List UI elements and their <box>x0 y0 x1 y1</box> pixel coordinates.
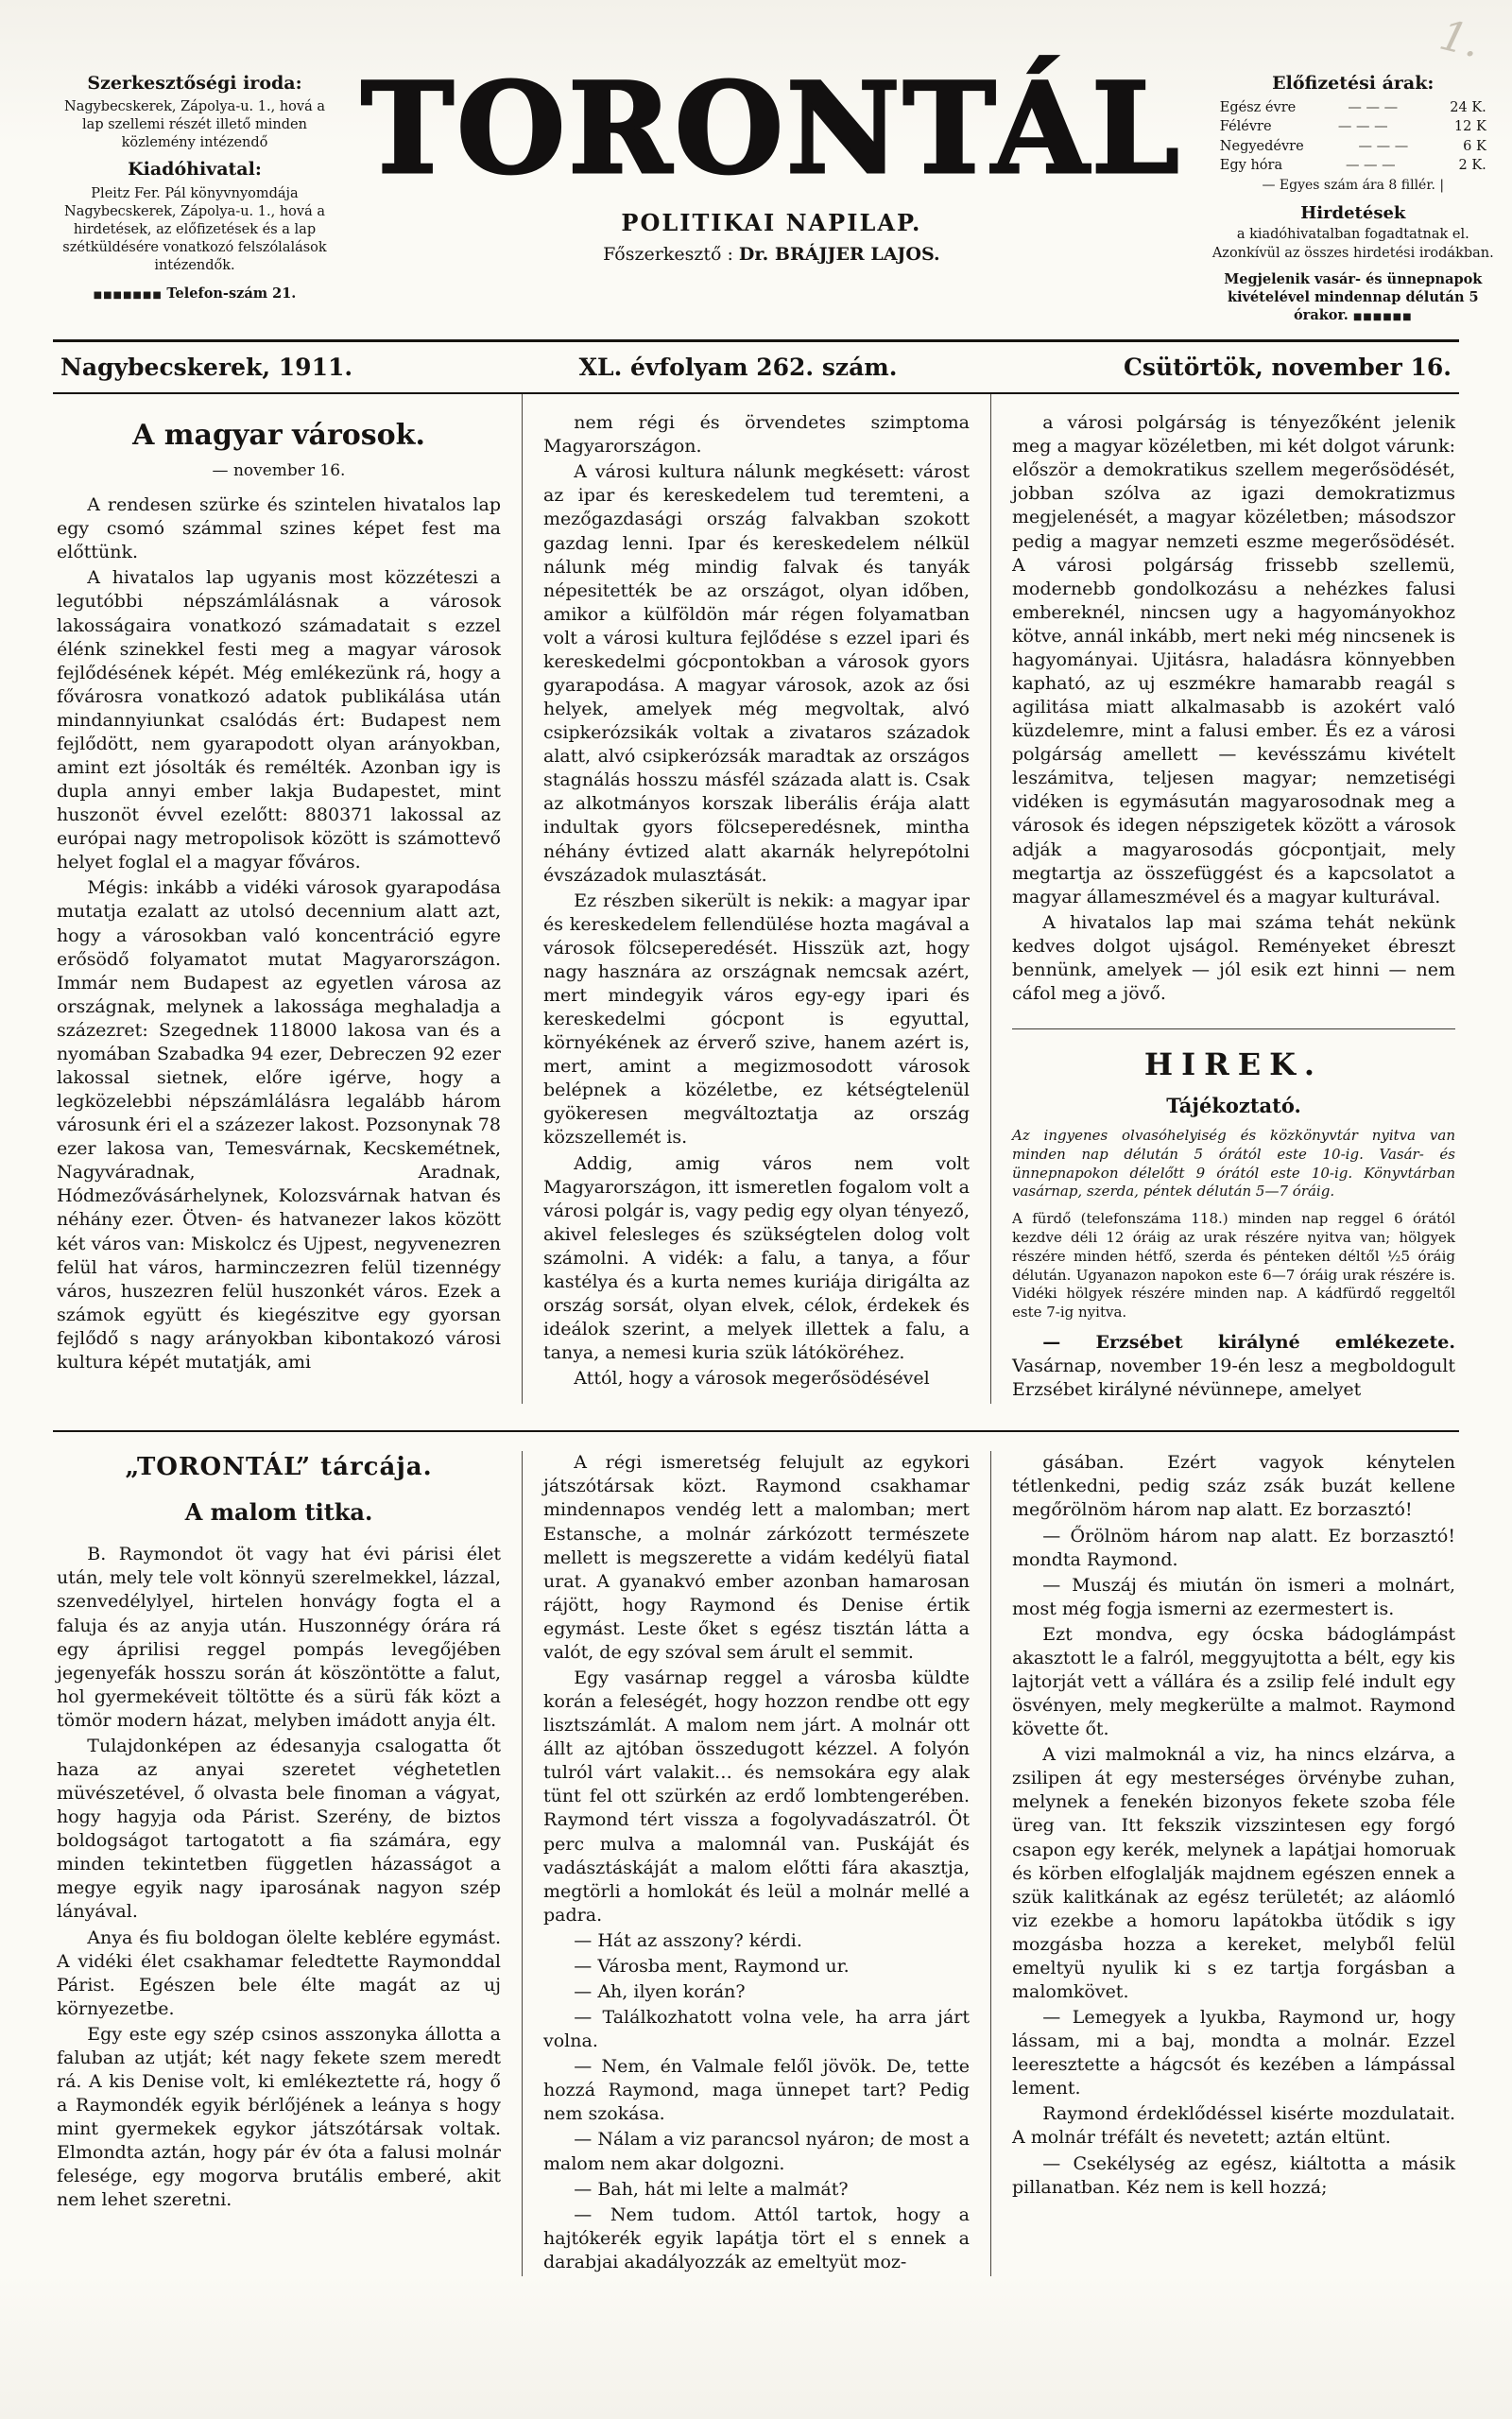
feuilleton-columns <box>53 1451 1459 2276</box>
paragraph: A hivatalos lap mai száma tehát nekünk kedves dolgot ujságol. Reményeket ébreszt bennünk, amelyek — jól esik ezt hinni — nem cáfol meg a jövő. <box>1012 911 1455 1004</box>
masthead <box>361 53 1182 265</box>
news-items <box>1012 1331 1455 1402</box>
rate-value: 12 K <box>1453 119 1486 135</box>
paragraph: Mégis: inkább a vidéki városok gyarapodása mutatja ezalatt az utolsó decennium alatt azt, hogy a városokban való koncentráció egyre erősödő folyamatot mutat Magyarországon. Immár nem Budapest az egyetlen városa az országnak, melynek a lakossága meghaladja a százezret: Szegednek 118000 lakosa van és a nyomában Szabadka 94 ezer, Debreczen 92 ezer lakossal sietnek, előre igérve, hogy a legközelebbi népszámlálásra legalább három városunk éri el a százezer lakost. Pozsonynak 78 ezer lakosa van, Temesvárnak, Kecskemétnek, Nagyváradnak, Aradnak, Hódmezővásárhelynek, Kolozsvárnak hatvan és néhány ezer. Ötven- és hatvanezer lakos között két város van: Miskolcz és Ujpest, negyvenezren felül hat város, harminczezren felül tizennégy város, huszezren felül huszonkét város. Ezek a számok együtt és kiegészitve egy gyorsan fejlődő s nagy arányokban kibontakozó városi kultura képét mutatják, ami <box>57 877 501 1373</box>
publish-text: Megjelenik vasár- és ünnepnapok kivételével mindennap délután 5 órakor. <box>1224 270 1483 323</box>
editor-line <box>361 244 1182 265</box>
paragraph: — Találkozhatott volna vele, ha arra járt volna. <box>543 2007 970 2052</box>
feuilleton-section <box>53 1430 1459 2276</box>
main-column-3 <box>990 394 1459 1404</box>
ink-marks: ■■■■■■ <box>1352 311 1413 322</box>
paragraph: — Hát az asszony? kérdi. <box>574 1929 802 1951</box>
editorial-office-box <box>53 53 336 303</box>
paragraph: — Lemegyek a lyukba, Raymond ur, hogy lássam, mi a baj, mondta a molnár. Ezzel leeresztette a hágcsót és kezében a lámpással lement. <box>1012 2007 1455 2099</box>
rate-value: 24 K. <box>1450 100 1486 116</box>
article-col3-text <box>1012 411 1455 1006</box>
article-dateline: — november 16. <box>212 461 346 481</box>
feuilleton-column-1 <box>53 1451 522 2276</box>
main-column-1 <box>53 394 522 1404</box>
paragraph: Addig, amig város nem volt Magyarországon, itt ismeretlen fogalom volt a városi polgár is, vagy pedig egy olyan tényező, akivel felesleges és szükségtelen dolog volt számolni. A vidék: a falu, a tanya, a főur kastélya és a kurta nemes kuriája dirigálta az ország sorsát, olyan elvek, célok, érdekek és ideálok szerint, a melyek illettek a falu, a tanya, a nemesi kuria szük látóköréhez. <box>543 1152 970 1364</box>
dateline-place: Nagybecskerek, 1911. <box>60 354 353 382</box>
news-item <box>1012 1331 1455 1402</box>
feuilleton-title: A malom titka. <box>184 1498 373 1527</box>
paragraph: Attól, hogy a városok megerősödésével <box>574 1368 930 1390</box>
publish-info <box>1207 270 1500 324</box>
single-issue-price: — Egyes szám ára 8 fillér. | <box>1262 178 1445 194</box>
paragraph: Tulajdonképen az édesanyja csalogatta őt haza az anyai szeretet véghetetlen müvészetével, ő olvasta bele finoman a vágyat, hogy hagyja oda Párist. Szerény, de biztos boldogságot tartogatott a fia számára, egy minden tekintetben független házasságot a megye egyik nagy iparosának nagyon szép lányával. <box>57 1735 501 1923</box>
ink-marks: ■■■■■■■ <box>93 290 163 302</box>
paragraph: A hivatalos lap ugyanis most közzéteszi a legutóbbi népszámlálásnak a városok lakosságaira vonatkozó számadatait s ezzel élénk szinekkel festi meg a magyar városok fejlődésének képét. Még emlékezünk rá, hogy a fővárosra vonatkozó adatok publikálása után mindannyiunkat csalódás ért: Budapest nem fejlődött, nem gyarapodott olyan arányokban, amint ezt jósolták és remélték. Azonban igy is dupla annyi ember lakja Budapestet, mint huszonöt évvel ezelőtt: 880371 lakossal az európai nagy metropolisok között is számottevő helyet foglal el a magyar főváros. <box>57 567 501 873</box>
rate-row <box>1220 117 1486 136</box>
paragraph: — Őrölnöm három nap alatt. Ez borzasztó! mondta Raymond. <box>1012 1525 1455 1570</box>
newspaper-subtitle: POLITIKAI NAPILAP. <box>621 208 922 236</box>
feuilleton-col2-text <box>543 1451 970 2274</box>
paragraph: a városi polgárság is tényezőként jelenik meg a magyar közéletben, mi két dolgot várunk: először a demokratikus szellem megerősödését, jobban szólva az igazi demokratizmus megjelenését, a magyar közéletben; másodszor pedig a magyar nemzeti eszme megerősödését. A városi polgárság frissebb szellemü, modernebb gondolkozásu a nehézkes falusi embereknél, nincsen ugy a hagyományokhoz kötve, annál inkább, mert neki még nincsenek is hagyományai. Ujitásra, haladásra könnyebben kapható, az uj eszmékre hamarabb reagál s agilitása miatt alkalmasabb is azokért való küzdelemre, mint a falusi ember. És ez a városi polgárság amellett — kevésszámu kivételt leszámitva, teljesen magyar; nemzetiségi vidéken is egymásután magyarosodnak meg a városok és idegen népszigetek között a városok adják a magyarosodás gócpontjait, mely megtartja az összefüggést és a kapcsolatot a magyar állameszmével és a magyar kulturával. <box>1012 412 1455 907</box>
rate-dashes: — — — <box>1337 119 1388 135</box>
rate-value: 6 K <box>1463 138 1486 154</box>
rate-dashes: — — — <box>1358 138 1409 154</box>
library-notice: Az ingyenes olvasóhelyiség és közkönyvtár nyitva van minden nap délután 5 órától este 10-ig. Vasár- és ünnepnapokon délelőtt 9 órától este 10-ig. Könyvtárban vasárnap, szerda, péntek délután 5—7 óráig. <box>1012 1127 1455 1201</box>
article-title: A magyar városok. <box>132 419 425 453</box>
subscription-rates <box>1220 98 1486 175</box>
rate-row <box>1220 156 1486 175</box>
paragraph: — Nem, én Valmale felől jövök. De, tette hozzá Raymond, maga ünnepet tart? Pedig nem szokása. <box>543 2056 970 2125</box>
paragraph: — Nálam a viz parancsol nyáron; de most a malom nem akar dolgozni. <box>543 2129 970 2174</box>
paragraph: Anya és fiu boldogan ölelte keblére egymást. A vidéki élet csakhamar feledtette Raymonddal Párist. Egészen bele élte magát az uj környezetbe. <box>57 1927 501 2019</box>
publisher-title: Kiadóhivatal: <box>128 159 262 181</box>
editorial-office-title: Szerkesztőségi iroda: <box>87 73 302 94</box>
paragraph: B. Raymondot öt vagy hat évi párisi élet után, mely tele volt könnyü szerelmekkel, lázzal, szenvedélylyel, hirtelen honvágy fogta el a faluja és az anyja után. Huszonnégy órára rá egy áprilisi reggel pompás levegőjében jegenyefák hosszu során át köszöntötte a falut, hol gyermekéveit töltötte és a sürü fák közt a tömör modern házat, melyben imádott anyja élt. <box>57 1544 501 1731</box>
news-header: HIREK. <box>1143 1046 1324 1083</box>
phone-line <box>53 285 336 303</box>
ads-title: Hirdetések <box>1300 202 1406 223</box>
paragraph: A vizi malmoknál a viz, ha nincs elzárva, a zsilipen át egy mesterséges örvénybe zuhan, melynek a fenekén bizonyos fekete szoba féle üreg van. Itt fekszik vizszintesen egy forgó csapon egy kerék, melynek a lapátjai homoruak és körben elfoglalják majdnem egészen ennek a szük kalitkának az egész területét; az aláomló viz ezekbe a homoru lapátokba ütődik s igy mozgásba hozza a kereket, melyből felül emeltyü nyulik ki s ez tartja forgásban a malomkövet. <box>1012 1744 1455 2002</box>
phone-number: Telefon-szám 21. <box>166 285 297 302</box>
paragraph: — Ah, ilyen korán? <box>574 1980 746 2002</box>
feuilleton-column-2 <box>522 1451 990 2276</box>
dateline-date: Csütörtök, november 16. <box>1124 354 1452 382</box>
paragraph: — Bah, hát mi lelte a malmát? <box>574 2178 849 2200</box>
main-column-2 <box>522 394 990 1404</box>
rate-label: Egy hóra <box>1219 157 1283 173</box>
news-item-text: Vasárnap, november 19-én lesz a megboldogult Erzsébet királyné névünnepe, amelyet <box>1012 1356 1455 1401</box>
subscription-title: Előfizetési árak: <box>1272 73 1435 94</box>
paragraph: Raymond érdeklődéssel kisérte mozdulatait. A molnár tréfált és nevetett; aztán eltünt. <box>1012 2103 1455 2149</box>
feuilleton-col3-text <box>1012 1451 1455 2199</box>
rate-row <box>1220 137 1486 156</box>
masthead-header <box>53 28 1494 339</box>
rate-dashes: — — — <box>1345 157 1396 173</box>
news-subheader: Tájékoztató. <box>1166 1094 1301 1118</box>
rate-label: Félévre <box>1219 119 1272 135</box>
paragraph: gásában. Ezért vagyok kénytelen tétlenkedni, pedig száz zsák buzát kellene megőrölnöm három nap alatt. Ez borzasztó! <box>1012 1452 1455 1521</box>
paragraph: — Városba ment, Raymond ur. <box>574 1955 850 1977</box>
rate-label: Egész évre <box>1219 100 1297 116</box>
paragraph: Ezt mondva, egy ócska bádoglámpást akasztott le a falról, meggyujtotta a bélt, egy kis lajtorját vett a vállára és a zsilip felé indult egy ösvényen, mely megkerülte a malmot. Raymond követte őt. <box>1012 1623 1455 1740</box>
ads-text: a kiadóhivatalban fogadtatnak el. Azonkívül az összes hirdetési irodákban. <box>1211 227 1494 261</box>
newspaper-title: TORONTÁL <box>361 56 1182 202</box>
feuilleton-col1-text <box>57 1543 501 2212</box>
bath-notice: A fürdő (telefonszáma 118.) minden nap reggel 6 órától kezdve déli 12 óráig az urak részére nyitva van; hölgyek részére minden hétfő, szerda és pénteken déltől ½5 óráig délután. Ugyanazon napokon este 6—7 óráig urak részére is. Vidéki hölgyek részére minden nap. A kádfürdő reggeltől este 7-ig nyitva. <box>1012 1210 1455 1322</box>
dateline-issue: XL. évfolyam 262. szám. <box>578 354 898 382</box>
article-col2-text <box>543 411 970 1391</box>
paragraph: A városi kultura nálunk megkésett: várost az ipar és kereskedelem tud teremteni, a mezőgazdasági ország falvakban szokott gazdag lenni. Ipar és kereskedelem nélkül nálunk még mindig falvak és tanyák népesitették be az országot, olyan időben, amikor a külföldön már régen folyamatban volt a városi kultura fejlődése s ezzel ipari és kereskedelmi gócpontokban a városok gyors gyarapodása. A magyar városok, azok az ősi helyek, amelyek még megvoltak, alvó csipkerózsikák voltak a zivataros századok alatt, alvó csipkerózsák maradtak az országos stagnálás hosszu másfél százada alatt is. Csak az alkotmányos korszak liberális érája alatt indultak gyors fölcseperedésnek, mintha néhány évtized alatt akarnák helyrepótolni évszázadok mulasztását. <box>543 461 970 886</box>
editorial-office-text: Nagybecskerek, Zápolya-u. 1., hová a lap szellemi részét illető minden közlemény intézendő <box>64 99 325 151</box>
handwritten-annotation: 1. <box>1435 10 1486 68</box>
paragraph: — Muszáj és miután ön ismeri a molnárt, most még fogja ismerni az ezermestert is. <box>1012 1574 1455 1619</box>
paragraph: A rendesen szürke és szintelen hivatalos lap egy csomó számmal szines képet fest ma előttünk. <box>57 494 501 563</box>
dateline-bar <box>53 339 1459 394</box>
feuilleton-header: „TORONTÁL” tárcája. <box>125 1453 433 1482</box>
paragraph: A régi ismeretség felujult az egykori játszótársak közt. Raymond csakhamar mindennapos vendég lett a malomban; mert Estansche, a molnár zárkózott természete mellett is megszerette a vidám kedélyü fiatal urat. A gyanakvó ember azonban hamarosan rájött, hogy Raymond és Denise értik egymást. Leste őket s egész tisztán látta a valót, de egy szóval sem árult el semmit. <box>543 1452 970 1663</box>
paragraph: Ez részben sikerült is nekik: a magyar ipar és kereskedelem fellendülése hozta magával a városok fölcseperedését. Hisszük azt, hogy nagy hasznára az országnak nemcsak azért, mert mindegyik város egy-egy ipari és kereskedelmi gócpont is egyuttal, környékének az érverő szive, hanem azért is, mert, amint a megizmosodott városok belépnek a közéletbe, ez kétségtelenül gyökeresen megváltoztatja az ország közszellemét is. <box>543 890 970 1149</box>
rate-value: 2 K. <box>1458 157 1486 173</box>
paragraph: Egy este egy szép csinos asszonyka állotta a faluban az utját; két nagy fekete szem meredt rá. A kis Denise volt, ki emlékeztette rá, hogy ő a Raymondék egyik bérlőjének a leánya s hogy mint gyermekek egykor játszótársak voltak. Elmondta aztán, hogy pár év óta a falusi molnár felesége, egy mogorva brutális emberé, akit nem lehet szeretni. <box>57 2023 501 2211</box>
rate-dashes: — — — <box>1348 100 1399 116</box>
paragraph: — Csekélység az egész, kiáltotta a másik pillanatban. Kéz nem is kell hozzá; <box>1012 2152 1455 2198</box>
rate-label: Negyedévre <box>1219 138 1304 154</box>
publisher-text: Pleitz Fer. Pál könyvnyomdája Nagybecskerek, Zápolya-u. 1., hová a hirdetések, az előfizetések és a lap szétküldésére vonatkozó felszólalások intézendők. <box>62 185 327 274</box>
article-col1-text <box>57 493 501 1374</box>
paragraph: nem régi és örvendetes szimptoma Magyarországon. <box>543 412 970 458</box>
editor-label: Főszerkesztő : <box>603 243 739 265</box>
rate-row <box>1220 98 1486 117</box>
news-item-title: — Erzsébet királyné emlékezete. <box>1042 1332 1455 1354</box>
subscription-box <box>1207 53 1500 324</box>
editor-name: Dr. BRÁJJER LAJOS. <box>738 243 940 265</box>
paragraph: — Nem tudom. Attól tartok, hogy a hajtókerék egyik lapátja tört el s ennek a darabjai akadályozzák az emeltyüt moz- <box>543 2203 970 2272</box>
lead-article-columns <box>53 394 1459 1404</box>
paragraph: Egy vasárnap reggel a városba küldte korán a feleségét, hogy hozzon rendbe ott egy lisztszámlát. A malom nem járt. A molnár ott állt az ajtóban összedugott kézzel. A folyón tulról várt valakit… és nemsokára egy alak tünt fel ott szürkén az erdő lombtengerében. Raymond tért vissza a fogolyvadászatról. Öt perc mulva a malomnál van. Puskáját és vadásztáskáját a malom előtti fára akasztja, megtörli a homlokát és leül a molnár mellé a padra. <box>543 1667 970 1926</box>
news-section <box>1012 1028 1455 1402</box>
feuilleton-column-3 <box>990 1451 1459 2276</box>
